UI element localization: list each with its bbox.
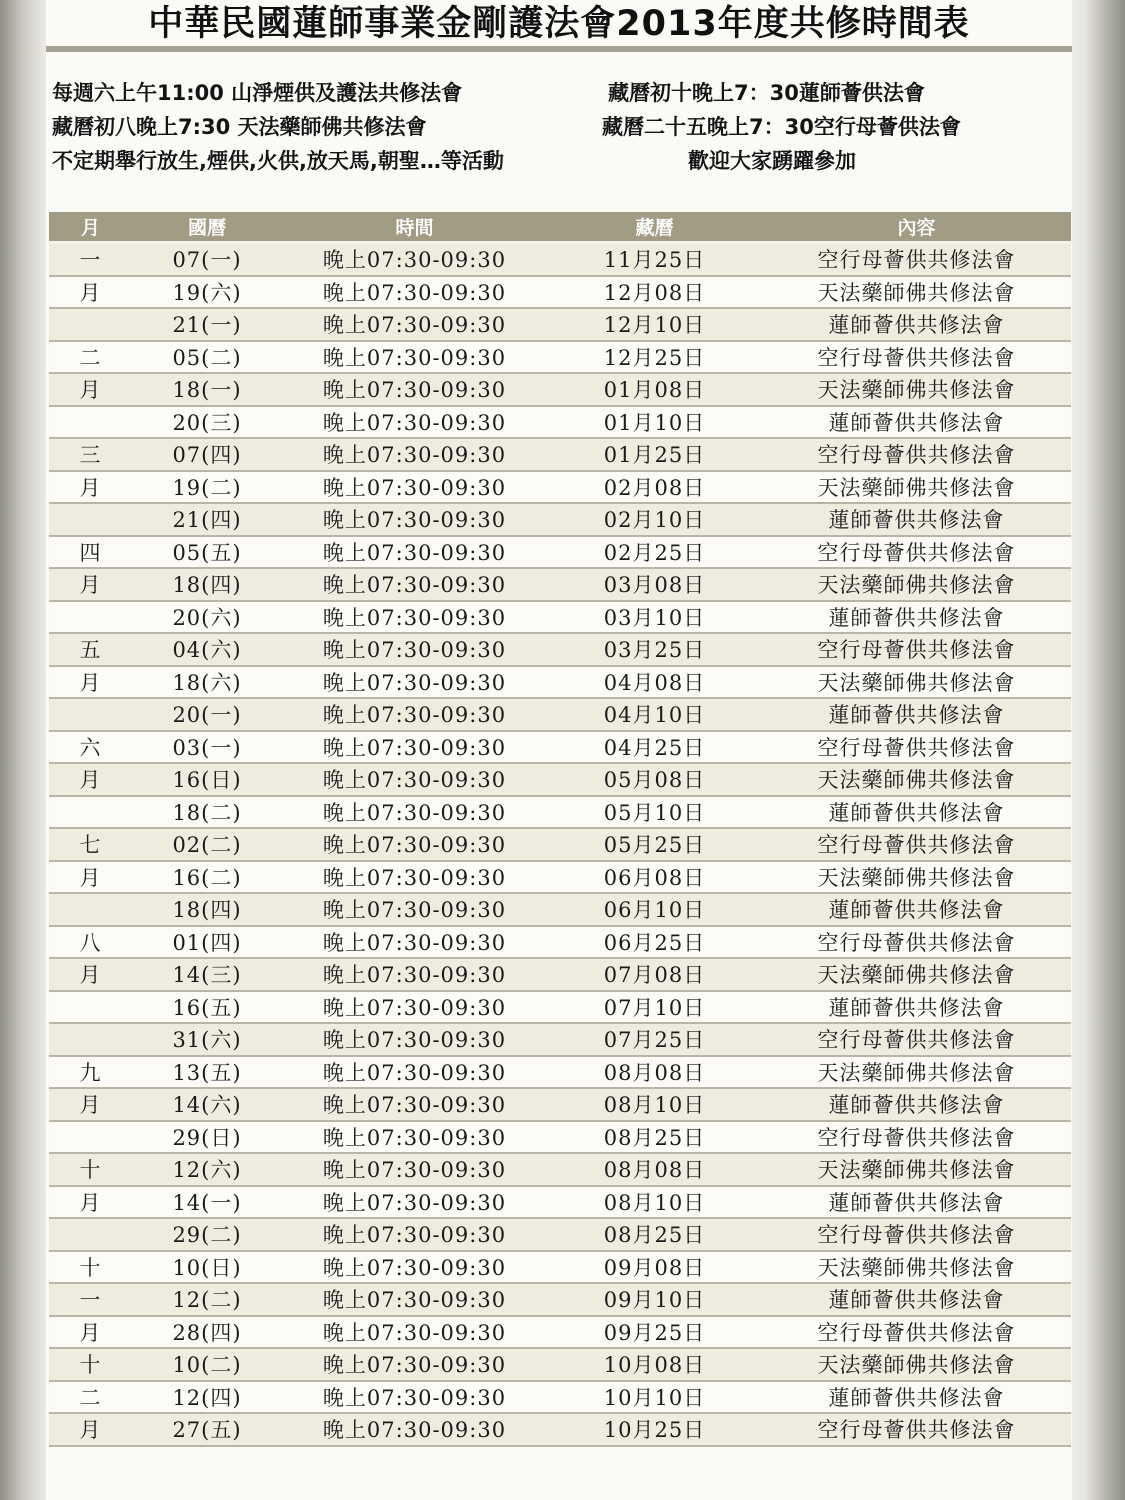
table-row bbox=[49, 503, 1071, 536]
cell-tibetan-date: 09月08日 bbox=[547, 1251, 762, 1284]
cell-time: 晚上07:30-09:30 bbox=[282, 1088, 547, 1121]
table-row bbox=[49, 1348, 1071, 1381]
cell-tibetan-date: 08月08日 bbox=[547, 1153, 762, 1186]
cell-tibetan-date: 08月25日 bbox=[547, 1121, 762, 1154]
cell-month bbox=[49, 893, 132, 926]
header-month: 月 bbox=[49, 212, 132, 243]
table-row bbox=[49, 893, 1071, 926]
cell-month: 月 bbox=[49, 763, 132, 796]
cell-gregorian-date: 10(日) bbox=[132, 1251, 282, 1284]
cell-time: 晚上07:30-09:30 bbox=[282, 666, 547, 699]
cell-tibetan-date: 12月08日 bbox=[547, 276, 762, 309]
table-row bbox=[49, 1316, 1071, 1349]
cell-gregorian-date: 14(一) bbox=[132, 1186, 282, 1219]
cell-gregorian-date: 10(二) bbox=[132, 1348, 282, 1381]
cell-month bbox=[49, 1121, 132, 1154]
cell-time: 晚上07:30-09:30 bbox=[282, 406, 547, 439]
cell-gregorian-date: 18(四) bbox=[132, 568, 282, 601]
table-row bbox=[49, 601, 1071, 634]
cell-gregorian-date: 13(五) bbox=[132, 1056, 282, 1089]
cell-time: 晚上07:30-09:30 bbox=[282, 1023, 547, 1056]
cell-content: 空行母薈供共修法會 bbox=[762, 1121, 1071, 1154]
table-row bbox=[49, 1283, 1071, 1316]
cell-month: 四 bbox=[49, 536, 132, 569]
cell-month: 月 bbox=[49, 1413, 132, 1446]
cell-month: 月 bbox=[49, 666, 132, 699]
cell-content: 蓮師薈供共修法會 bbox=[762, 1088, 1071, 1121]
cell-content: 天法藥師佛共修法會 bbox=[762, 1056, 1071, 1089]
intro-line bbox=[52, 110, 1068, 144]
table-row bbox=[49, 731, 1071, 764]
table-row bbox=[49, 1381, 1071, 1414]
cell-gregorian-date: 28(四) bbox=[132, 1316, 282, 1349]
cell-content: 蓮師薈供共修法會 bbox=[762, 698, 1071, 731]
cell-tibetan-date: 06月25日 bbox=[547, 926, 762, 959]
header-content: 內容 bbox=[762, 212, 1071, 243]
table-row bbox=[49, 763, 1071, 796]
cell-content: 空行母薈供共修法會 bbox=[762, 243, 1071, 276]
cell-month: 月 bbox=[49, 276, 132, 309]
cell-month: 七 bbox=[49, 828, 132, 861]
cell-tibetan-date: 06月10日 bbox=[547, 893, 762, 926]
cell-time: 晚上07:30-09:30 bbox=[282, 1316, 547, 1349]
intro-line3-left: 不定期舉行放生,煙供,火供,放天馬,朝聖…等活動 bbox=[52, 149, 504, 173]
cell-content: 蓮師薈供共修法會 bbox=[762, 991, 1071, 1024]
cell-gregorian-date: 14(六) bbox=[132, 1088, 282, 1121]
cell-gregorian-date: 29(日) bbox=[132, 1121, 282, 1154]
cell-tibetan-date: 11月25日 bbox=[547, 243, 762, 276]
table-row bbox=[49, 1088, 1071, 1121]
table-row bbox=[49, 568, 1071, 601]
cell-tibetan-date: 03月08日 bbox=[547, 568, 762, 601]
cell-content: 天法藥師佛共修法會 bbox=[762, 1153, 1071, 1186]
intro-line1-left: 每週六上午11:00 山淨煙供及護法共修法會 bbox=[52, 81, 463, 105]
cell-tibetan-date: 10月08日 bbox=[547, 1348, 762, 1381]
page-title: 中華民國蓮師事業金剛護法會2013年度共修時間表 bbox=[148, 4, 970, 44]
cell-gregorian-date: 07(一) bbox=[132, 243, 282, 276]
cell-month bbox=[49, 503, 132, 536]
cell-month: 十 bbox=[49, 1251, 132, 1284]
cell-tibetan-date: 05月10日 bbox=[547, 796, 762, 829]
cell-gregorian-date: 03(一) bbox=[132, 731, 282, 764]
cell-time: 晚上07:30-09:30 bbox=[282, 373, 547, 406]
cell-month bbox=[49, 1023, 132, 1056]
cell-tibetan-date: 07月25日 bbox=[547, 1023, 762, 1056]
cell-gregorian-date: 19(六) bbox=[132, 276, 282, 309]
table-row bbox=[49, 341, 1071, 374]
cell-tibetan-date: 10月25日 bbox=[547, 1413, 762, 1446]
table-row bbox=[49, 1023, 1071, 1056]
table-row bbox=[49, 666, 1071, 699]
cell-content: 蓮師薈供共修法會 bbox=[762, 796, 1071, 829]
cell-time: 晚上07:30-09:30 bbox=[282, 828, 547, 861]
cell-tibetan-date: 10月10日 bbox=[547, 1381, 762, 1414]
cell-gregorian-date: 29(二) bbox=[132, 1218, 282, 1251]
table-row bbox=[49, 958, 1071, 991]
cell-tibetan-date: 01月08日 bbox=[547, 373, 762, 406]
cell-time: 晚上07:30-09:30 bbox=[282, 1413, 547, 1446]
cell-time: 晚上07:30-09:30 bbox=[282, 1218, 547, 1251]
cell-time: 晚上07:30-09:30 bbox=[282, 1121, 547, 1154]
table-row bbox=[49, 438, 1071, 471]
cell-content: 空行母薈供共修法會 bbox=[762, 438, 1071, 471]
cell-month: 三 bbox=[49, 438, 132, 471]
table-row bbox=[49, 536, 1071, 569]
cell-gregorian-date: 18(一) bbox=[132, 373, 282, 406]
table-row bbox=[49, 471, 1071, 504]
table-row bbox=[49, 1218, 1071, 1251]
header-tibetan-date: 藏曆 bbox=[547, 212, 762, 243]
cell-content: 蓮師薈供共修法會 bbox=[762, 893, 1071, 926]
cell-gregorian-date: 18(六) bbox=[132, 666, 282, 699]
cell-tibetan-date: 01月25日 bbox=[547, 438, 762, 471]
cell-content: 天法藥師佛共修法會 bbox=[762, 471, 1071, 504]
intro-line1-right: 藏曆初十晚上7：30蓮師薈供法會 bbox=[608, 81, 925, 105]
cell-gregorian-date: 18(二) bbox=[132, 796, 282, 829]
cell-content: 天法藥師佛共修法會 bbox=[762, 1348, 1071, 1381]
cell-month: 九 bbox=[49, 1056, 132, 1089]
cell-month bbox=[49, 796, 132, 829]
cell-month: 一 bbox=[49, 243, 132, 276]
cell-content: 空行母薈供共修法會 bbox=[762, 1413, 1071, 1446]
cell-time: 晚上07:30-09:30 bbox=[282, 763, 547, 796]
cell-month: 二 bbox=[49, 341, 132, 374]
cell-month: 月 bbox=[49, 568, 132, 601]
cell-tibetan-date: 05月08日 bbox=[547, 763, 762, 796]
header-row bbox=[49, 212, 1071, 243]
cell-tibetan-date: 06月08日 bbox=[547, 861, 762, 894]
cell-month bbox=[49, 406, 132, 439]
cell-month: 十 bbox=[49, 1348, 132, 1381]
cell-tibetan-date: 04月10日 bbox=[547, 698, 762, 731]
cell-month: 月 bbox=[49, 1186, 132, 1219]
header-time: 時間 bbox=[282, 212, 547, 243]
table-row bbox=[49, 1056, 1071, 1089]
cell-month: 月 bbox=[49, 1316, 132, 1349]
cell-gregorian-date: 07(四) bbox=[132, 438, 282, 471]
cell-time: 晚上07:30-09:30 bbox=[282, 1381, 547, 1414]
cell-gregorian-date: 16(二) bbox=[132, 861, 282, 894]
intro-line bbox=[52, 144, 1068, 178]
schedule-page bbox=[46, 0, 1072, 1500]
cell-content: 空行母薈供共修法會 bbox=[762, 1218, 1071, 1251]
table-row bbox=[49, 276, 1071, 309]
table-row bbox=[49, 828, 1071, 861]
cell-time: 晚上07:30-09:30 bbox=[282, 633, 547, 666]
cell-content: 天法藥師佛共修法會 bbox=[762, 1251, 1071, 1284]
cell-time: 晚上07:30-09:30 bbox=[282, 1056, 547, 1089]
intro-line bbox=[52, 76, 1068, 110]
cell-time: 晚上07:30-09:30 bbox=[282, 1283, 547, 1316]
table-row bbox=[49, 991, 1071, 1024]
cell-time: 晚上07:30-09:30 bbox=[282, 1348, 547, 1381]
cell-content: 蓮師薈供共修法會 bbox=[762, 1186, 1071, 1219]
cell-month bbox=[49, 698, 132, 731]
cell-tibetan-date: 12月10日 bbox=[547, 308, 762, 341]
cell-time: 晚上07:30-09:30 bbox=[282, 893, 547, 926]
cell-tibetan-date: 07月08日 bbox=[547, 958, 762, 991]
cell-gregorian-date: 18(四) bbox=[132, 893, 282, 926]
cell-gregorian-date: 20(三) bbox=[132, 406, 282, 439]
cell-month: 五 bbox=[49, 633, 132, 666]
cell-month bbox=[49, 1218, 132, 1251]
cell-time: 晚上07:30-09:30 bbox=[282, 503, 547, 536]
cell-gregorian-date: 02(二) bbox=[132, 828, 282, 861]
cell-content: 空行母薈供共修法會 bbox=[762, 926, 1071, 959]
cell-gregorian-date: 21(四) bbox=[132, 503, 282, 536]
cell-content: 蓮師薈供共修法會 bbox=[762, 503, 1071, 536]
cell-content: 蓮師薈供共修法會 bbox=[762, 1381, 1071, 1414]
cell-month: 月 bbox=[49, 471, 132, 504]
cell-content: 空行母薈供共修法會 bbox=[762, 1316, 1071, 1349]
table-row bbox=[49, 633, 1071, 666]
table-row bbox=[49, 861, 1071, 894]
cell-tibetan-date: 08月10日 bbox=[547, 1186, 762, 1219]
header-gregorian-date: 國曆 bbox=[132, 212, 282, 243]
cell-time: 晚上07:30-09:30 bbox=[282, 471, 547, 504]
cell-content: 天法藥師佛共修法會 bbox=[762, 763, 1071, 796]
table-row bbox=[49, 1413, 1071, 1446]
cell-time: 晚上07:30-09:30 bbox=[282, 536, 547, 569]
cell-month: 十 bbox=[49, 1153, 132, 1186]
table-row bbox=[49, 926, 1071, 959]
cell-content: 空行母薈供共修法會 bbox=[762, 536, 1071, 569]
cell-month: 月 bbox=[49, 1088, 132, 1121]
cell-month: 月 bbox=[49, 861, 132, 894]
cell-tibetan-date: 02月08日 bbox=[547, 471, 762, 504]
intro-line2-left: 藏曆初八晚上7:30 天法藥師佛共修法會 bbox=[52, 115, 427, 139]
cell-time: 晚上07:30-09:30 bbox=[282, 276, 547, 309]
table-row bbox=[49, 406, 1071, 439]
cell-content: 空行母薈供共修法會 bbox=[762, 341, 1071, 374]
cell-content: 空行母薈供共修法會 bbox=[762, 633, 1071, 666]
intro-line3-right: 歡迎大家踴躍參加 bbox=[688, 149, 856, 173]
cell-month: 二 bbox=[49, 1381, 132, 1414]
table-row bbox=[49, 1121, 1071, 1154]
cell-time: 晚上07:30-09:30 bbox=[282, 926, 547, 959]
cell-gregorian-date: 04(六) bbox=[132, 633, 282, 666]
cell-time: 晚上07:30-09:30 bbox=[282, 438, 547, 471]
cell-gregorian-date: 16(五) bbox=[132, 991, 282, 1024]
cell-time: 晚上07:30-09:30 bbox=[282, 1251, 547, 1284]
table-row bbox=[49, 1186, 1071, 1219]
cell-tibetan-date: 09月10日 bbox=[547, 1283, 762, 1316]
table-row bbox=[49, 698, 1071, 731]
cell-month bbox=[49, 308, 132, 341]
cell-tibetan-date: 04月08日 bbox=[547, 666, 762, 699]
cell-time: 晚上07:30-09:30 bbox=[282, 341, 547, 374]
cell-gregorian-date: 12(四) bbox=[132, 1381, 282, 1414]
schedule-table bbox=[49, 212, 1071, 1447]
cell-content: 天法藥師佛共修法會 bbox=[762, 666, 1071, 699]
intro-line2-right: 藏曆二十五晚上7：30空行母薈供法會 bbox=[602, 115, 961, 139]
cell-gregorian-date: 19(二) bbox=[132, 471, 282, 504]
table-header bbox=[49, 212, 1071, 243]
cell-tibetan-date: 02月25日 bbox=[547, 536, 762, 569]
cell-time: 晚上07:30-09:30 bbox=[282, 991, 547, 1024]
cell-gregorian-date: 05(五) bbox=[132, 536, 282, 569]
table-row bbox=[49, 796, 1071, 829]
cell-time: 晚上07:30-09:30 bbox=[282, 958, 547, 991]
cell-gregorian-date: 12(六) bbox=[132, 1153, 282, 1186]
cell-time: 晚上07:30-09:30 bbox=[282, 731, 547, 764]
cell-gregorian-date: 20(一) bbox=[132, 698, 282, 731]
cell-content: 蓮師薈供共修法會 bbox=[762, 406, 1071, 439]
table-row bbox=[49, 1153, 1071, 1186]
cell-content: 空行母薈供共修法會 bbox=[762, 1023, 1071, 1056]
cell-gregorian-date: 16(日) bbox=[132, 763, 282, 796]
cell-content: 天法藥師佛共修法會 bbox=[762, 958, 1071, 991]
cell-gregorian-date: 27(五) bbox=[132, 1413, 282, 1446]
cell-tibetan-date: 09月25日 bbox=[547, 1316, 762, 1349]
cell-time: 晚上07:30-09:30 bbox=[282, 308, 547, 341]
cell-time: 晚上07:30-09:30 bbox=[282, 1153, 547, 1186]
cell-tibetan-date: 12月25日 bbox=[547, 341, 762, 374]
cell-gregorian-date: 21(一) bbox=[132, 308, 282, 341]
cell-time: 晚上07:30-09:30 bbox=[282, 1186, 547, 1219]
cell-month: 月 bbox=[49, 373, 132, 406]
cell-month: 八 bbox=[49, 926, 132, 959]
cell-gregorian-date: 31(六) bbox=[132, 1023, 282, 1056]
cell-month: 六 bbox=[49, 731, 132, 764]
cell-tibetan-date: 04月25日 bbox=[547, 731, 762, 764]
cell-time: 晚上07:30-09:30 bbox=[282, 698, 547, 731]
cell-month: 一 bbox=[49, 1283, 132, 1316]
cell-gregorian-date: 20(六) bbox=[132, 601, 282, 634]
cell-tibetan-date: 02月10日 bbox=[547, 503, 762, 536]
cell-time: 晚上07:30-09:30 bbox=[282, 861, 547, 894]
cell-tibetan-date: 01月10日 bbox=[547, 406, 762, 439]
table-row bbox=[49, 308, 1071, 341]
intro-block bbox=[52, 76, 1068, 178]
cell-time: 晚上07:30-09:30 bbox=[282, 243, 547, 276]
cell-content: 天法藥師佛共修法會 bbox=[762, 568, 1071, 601]
cell-content: 天法藥師佛共修法會 bbox=[762, 276, 1071, 309]
cell-month bbox=[49, 601, 132, 634]
cell-content: 空行母薈供共修法會 bbox=[762, 731, 1071, 764]
cell-time: 晚上07:30-09:30 bbox=[282, 601, 547, 634]
cell-gregorian-date: 01(四) bbox=[132, 926, 282, 959]
table-row bbox=[49, 1251, 1071, 1284]
cell-tibetan-date: 08月10日 bbox=[547, 1088, 762, 1121]
cell-content: 蓮師薈供共修法會 bbox=[762, 601, 1071, 634]
cell-time: 晚上07:30-09:30 bbox=[282, 568, 547, 601]
cell-tibetan-date: 08月25日 bbox=[547, 1218, 762, 1251]
cell-content: 空行母薈供共修法會 bbox=[762, 828, 1071, 861]
title-divider bbox=[46, 46, 1072, 52]
table-body bbox=[49, 243, 1071, 1446]
cell-content: 蓮師薈供共修法會 bbox=[762, 308, 1071, 341]
cell-gregorian-date: 12(二) bbox=[132, 1283, 282, 1316]
cell-tibetan-date: 05月25日 bbox=[547, 828, 762, 861]
cell-month: 月 bbox=[49, 958, 132, 991]
table-row bbox=[49, 373, 1071, 406]
cell-month bbox=[49, 991, 132, 1024]
cell-tibetan-date: 08月08日 bbox=[547, 1056, 762, 1089]
cell-content: 天法藥師佛共修法會 bbox=[762, 861, 1071, 894]
cell-gregorian-date: 14(三) bbox=[132, 958, 282, 991]
cell-tibetan-date: 03月10日 bbox=[547, 601, 762, 634]
cell-tibetan-date: 03月25日 bbox=[547, 633, 762, 666]
table-row bbox=[49, 243, 1071, 276]
cell-content: 天法藥師佛共修法會 bbox=[762, 373, 1071, 406]
cell-gregorian-date: 05(二) bbox=[132, 341, 282, 374]
cell-time: 晚上07:30-09:30 bbox=[282, 796, 547, 829]
cell-content: 蓮師薈供共修法會 bbox=[762, 1283, 1071, 1316]
cell-tibetan-date: 07月10日 bbox=[547, 991, 762, 1024]
